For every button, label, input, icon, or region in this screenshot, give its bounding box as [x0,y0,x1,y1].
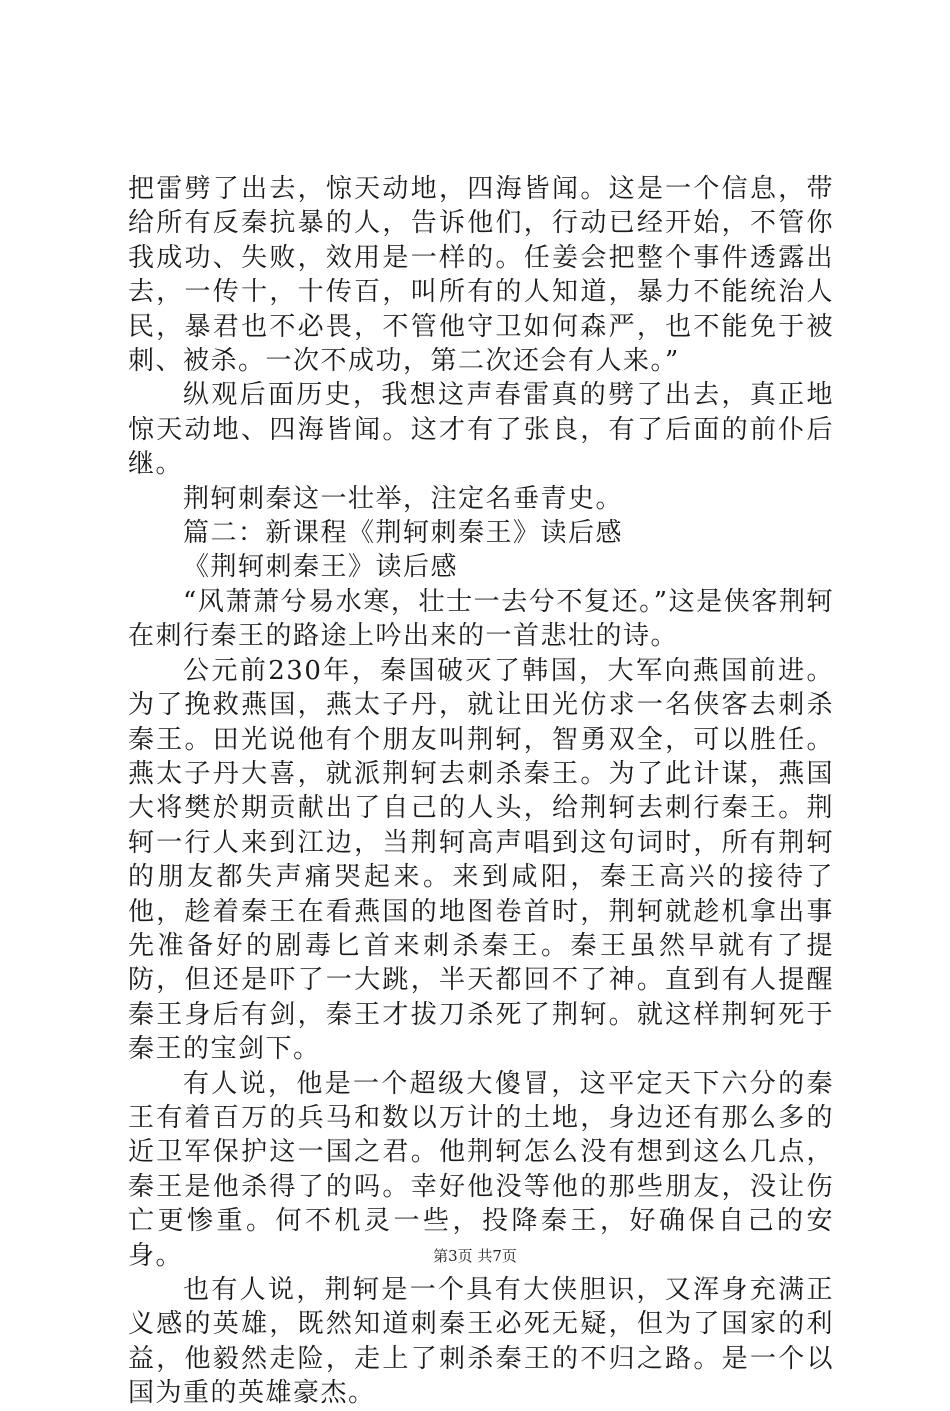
paragraph-continuation: 把雷劈了出去，惊天动地，四海皆闻。这是一个信息，带给所有反秦抗暴的人，告诉他们，行动已经开始，不管你我成功、失败，效用是一样的。任姜会把整个事件透露出去，一传十，十传百，叫所有的人知道，暴力不能统治人民，暴君也不必畏，不管他守卫如何森严，也不能免于被刺、被杀。一次不成功，第二次还会有人来。” [128,174,834,377]
page-number: 第3页 共7页 [433,1247,517,1265]
paragraph-history-reflection: 纵观后面历史，我想这声春雷真的劈了出去，真正地惊天动地、四海皆闻。这才有了张良，有了后面的前仆后继。 [128,380,834,480]
paragraph-story: 公元前230年，秦国破灭了韩国，大军向燕国前进。为了挽救燕国，燕太子丹，就让田光仿求一名侠客去刺杀秦王。田光说他有个朋友叫荆轲，智勇双全，可以胜任。燕太子丹大喜，就派荆轲去刺杀秦王。为了此计谋，燕国大将樊於期贡献出了自己的人头，给荆轲去刺行秦王。荆轲一行人来到江边，当荆轲高声唱到这句词时，所有荆轲的朋友都失声痛哭起来。来到咸阳，秦王高兴的接待了他，趁着秦王在看燕国的地图卷首时，荆轲就趁机拿出事先准备好的剧毒匕首来刺杀秦王。秦王虽然早就有了提防，但还是吓了一大跳，半天都回不了神。直到有人提醒秦王身后有剑，秦王才拔刀杀死了荆轲。就这样荆轲死于秦王的宝剑下。 [128,655,834,1065]
paragraph-opinion-two: 也有人说，荆轲是一个具有大侠胆识，又浑身充满正义感的英雄，既然知道刺秦王必死无疑，但为了国家的利益，他毅然走险，走上了刺杀秦王的不归之路。是一个以国为重的英雄豪杰。 [128,1275,834,1409]
paragraph-poem-quote: “风萧萧兮易水寒，壮士一去兮不复还。”这是侠客荆轲在刺行秦王的路途上吟出来的一首悲壮的诗。 [128,586,834,652]
section-heading: 篇二：新课程《荆轲刺秦王》读后感 [183,518,624,549]
document-body [128,172,834,1411]
paragraph-opinion-one: 有人说，他是一个超级大傻冒，这平定天下六分的秦王有着百万的兵马和数以万计的土地，身边还有那么多的近卫军保护这一国之君。他荆轲怎么没有想到这么几点，秦王是他杀得了的吗。幸好他没等他的那些朋友，没让伤亡更惨重。何不机灵一些，投降秦王，好确保自己的安身。 [128,1068,834,1271]
paragraph-conclusion: 荆轲刺秦这一壮举，注定名垂青史。 [183,483,624,514]
essay-title: 《荆轲刺秦王》读后感 [183,552,459,583]
